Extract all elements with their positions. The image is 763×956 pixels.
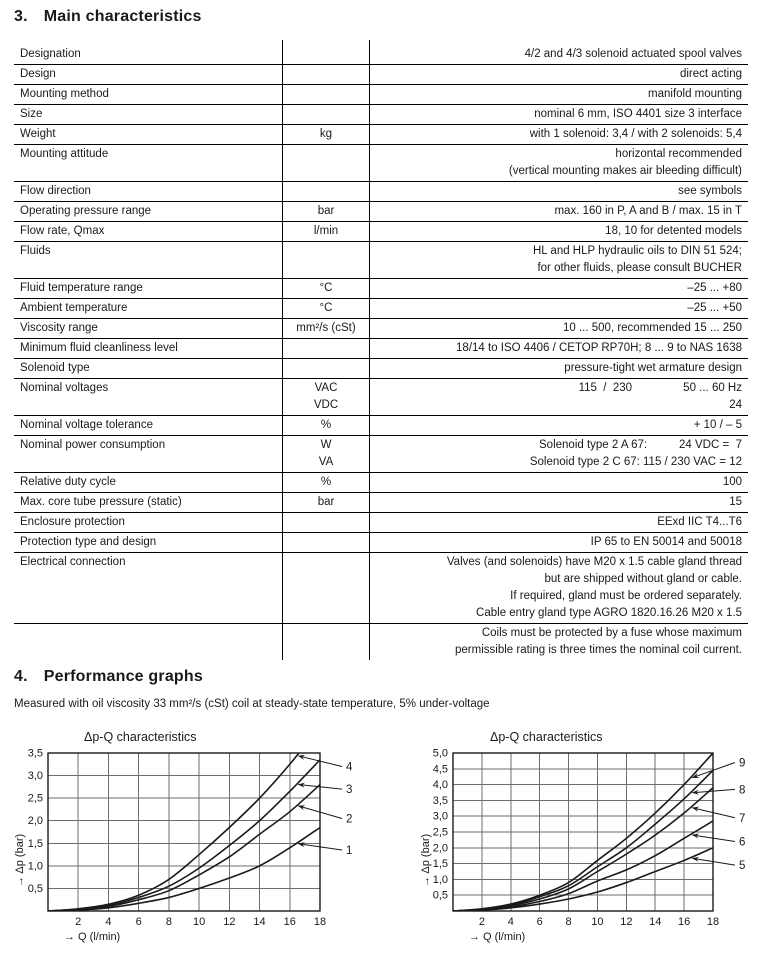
curve-label-3: 3 bbox=[346, 784, 353, 797]
table-row bbox=[14, 492, 748, 512]
chart-title-left: Δp-Q characteristics bbox=[84, 730, 197, 744]
table-row bbox=[14, 415, 748, 435]
row-value-line: 100 bbox=[722, 476, 742, 488]
table-row bbox=[14, 532, 748, 552]
curve-label-2: 2 bbox=[346, 813, 353, 826]
row-unit bbox=[283, 553, 370, 623]
dpq-chart-right bbox=[418, 730, 761, 956]
row-value bbox=[370, 279, 748, 298]
curve-7 bbox=[453, 788, 713, 911]
x-axis-label: → Q (l/min) bbox=[64, 931, 121, 943]
y-tick-label: 4,0 bbox=[432, 779, 448, 792]
y-axis-label: → Δp (bar) bbox=[14, 833, 26, 888]
section-3-heading bbox=[14, 8, 202, 26]
row-unit bbox=[283, 624, 370, 660]
y-tick-label: 1,0 bbox=[27, 860, 43, 873]
row-unit bbox=[283, 339, 370, 358]
section-4-heading bbox=[14, 668, 203, 686]
row-unit-line: kg bbox=[319, 128, 333, 140]
x-tick-label: 18 bbox=[313, 916, 327, 928]
row-value bbox=[370, 379, 748, 415]
row-unit bbox=[283, 40, 370, 64]
row-value-line: Cable entry gland type AGRO 1820.16.26 M20 x 1.5 bbox=[476, 607, 742, 619]
row-label-line: Fluids bbox=[20, 245, 51, 257]
row-unit-line: bar bbox=[317, 496, 335, 508]
row-value-line: for other fluids, please consult BUCHER bbox=[537, 262, 742, 274]
x-tick-label: 10 bbox=[591, 916, 604, 928]
row-label bbox=[14, 222, 283, 241]
x-tick-label: 12 bbox=[620, 916, 633, 928]
row-value-line: 18/14 to ISO 4406 / CETOP RP70H; 8 ... 9 to NAS 1638 bbox=[456, 342, 742, 354]
row-value bbox=[370, 473, 748, 492]
x-tick-label: 8 bbox=[165, 916, 172, 928]
table-row bbox=[14, 435, 748, 472]
row-value-line: + 10 / – 5 bbox=[693, 419, 742, 431]
curve-label-5: 5 bbox=[739, 860, 746, 873]
table-row bbox=[14, 124, 748, 144]
curve-label-8: 8 bbox=[739, 784, 746, 797]
row-label-line: Max. core tube pressure (static) bbox=[20, 496, 182, 508]
row-unit bbox=[283, 319, 370, 338]
row-unit bbox=[283, 222, 370, 241]
row-value-line: 10 ... 500, recommended 15 ... 250 bbox=[562, 322, 742, 334]
row-value bbox=[370, 202, 748, 221]
x-tick-label: 16 bbox=[283, 916, 296, 928]
row-value-line: max. 160 in P, A and B / max. 15 in T bbox=[554, 205, 742, 217]
curve-6 bbox=[453, 821, 713, 911]
row-value bbox=[370, 85, 748, 104]
y-tick-label: 3,5 bbox=[432, 794, 448, 807]
row-unit bbox=[283, 493, 370, 512]
row-value-line: 115 / 230 50 ... 60 Hz bbox=[578, 382, 742, 394]
row-label bbox=[14, 533, 283, 552]
row-value-line: –25 ... +80 bbox=[687, 282, 742, 294]
row-unit bbox=[283, 436, 370, 472]
row-value bbox=[370, 436, 748, 472]
row-label bbox=[14, 242, 283, 278]
row-unit bbox=[283, 105, 370, 124]
row-label bbox=[14, 182, 283, 201]
curve-label-6: 6 bbox=[739, 836, 746, 849]
row-label bbox=[14, 493, 283, 512]
row-value bbox=[370, 40, 748, 64]
row-label-line: Electrical connection bbox=[20, 556, 126, 568]
y-axis-label: → Δp (bar) bbox=[420, 833, 432, 888]
y-tick-label: 1,0 bbox=[432, 873, 448, 886]
row-label-line: Viscosity range bbox=[20, 322, 98, 334]
row-value-line: permissible rating is three times the nominal coil current. bbox=[455, 644, 742, 656]
row-label bbox=[14, 436, 283, 472]
row-label bbox=[14, 319, 283, 338]
row-unit-line: VDC bbox=[313, 399, 339, 411]
row-value bbox=[370, 182, 748, 201]
section-4-number: 4. bbox=[14, 668, 28, 685]
y-tick-label: 1,5 bbox=[27, 837, 43, 850]
row-unit-line: l/min bbox=[313, 225, 339, 237]
row-unit bbox=[283, 513, 370, 532]
row-label-line: Fluid temperature range bbox=[20, 282, 143, 294]
row-value bbox=[370, 553, 748, 623]
row-label bbox=[14, 513, 283, 532]
row-label bbox=[14, 105, 283, 124]
row-value-line: horizontal recommended bbox=[615, 148, 742, 160]
row-label-line: Mounting attitude bbox=[20, 148, 109, 160]
x-tick-label: 10 bbox=[192, 916, 206, 928]
y-tick-label: 0,5 bbox=[432, 889, 448, 902]
row-value bbox=[370, 145, 748, 181]
row-value bbox=[370, 299, 748, 318]
row-unit bbox=[283, 182, 370, 201]
row-value-line: Solenoid type 2 C 67: 115 / 230 VAC = 12 bbox=[529, 456, 742, 468]
curve-1 bbox=[48, 827, 320, 911]
table-row bbox=[14, 84, 748, 104]
row-label-line: Flow rate, Qmax bbox=[20, 225, 105, 237]
x-axis-label: → Q (l/min) bbox=[469, 931, 526, 943]
row-value-line: manifold mounting bbox=[648, 88, 742, 100]
table-row bbox=[14, 623, 748, 660]
row-label bbox=[14, 299, 283, 318]
row-value-line: pressure-tight wet armature design bbox=[564, 362, 742, 374]
y-tick-label: 3,5 bbox=[27, 747, 43, 760]
row-unit bbox=[283, 473, 370, 492]
row-label bbox=[14, 145, 283, 181]
row-value-line: 15 bbox=[729, 496, 742, 508]
row-label-line: Nominal voltages bbox=[20, 382, 109, 394]
row-label-line: Weight bbox=[20, 128, 56, 140]
x-tick-label: 14 bbox=[253, 916, 266, 928]
curve-label-7: 7 bbox=[739, 812, 746, 825]
row-label-line: Nominal power consumption bbox=[20, 439, 166, 451]
table-row bbox=[14, 181, 748, 201]
row-unit-line: W bbox=[320, 439, 332, 451]
section-4-title: Performance graphs bbox=[43, 668, 203, 685]
row-value bbox=[370, 222, 748, 241]
row-value-line: If required, gland must be ordered separately. bbox=[510, 590, 742, 602]
row-value-line: see symbols bbox=[678, 185, 742, 197]
row-label bbox=[14, 624, 283, 660]
curve-4 bbox=[48, 747, 320, 911]
x-tick-label: 8 bbox=[565, 916, 572, 928]
chart-title-right: Δp-Q characteristics bbox=[490, 730, 603, 744]
row-unit bbox=[283, 533, 370, 552]
row-unit bbox=[283, 65, 370, 84]
table-row bbox=[14, 221, 748, 241]
row-value bbox=[370, 493, 748, 512]
row-unit-line: VAC bbox=[314, 382, 338, 394]
curve-label-9: 9 bbox=[739, 757, 746, 770]
row-label bbox=[14, 359, 283, 378]
x-tick-label: 6 bbox=[135, 916, 142, 928]
y-tick-label: 2,0 bbox=[27, 815, 43, 828]
row-value bbox=[370, 242, 748, 278]
row-value-line: HL and HLP hydraulic oils to DIN 51 524; bbox=[532, 245, 742, 257]
row-label-line: Minimum fluid cleanliness level bbox=[20, 342, 178, 354]
row-label-line: Flow direction bbox=[20, 185, 91, 197]
y-tick-label: 2,0 bbox=[432, 842, 448, 855]
row-value-line: Valves (and solenoids) have M20 x 1.5 cable gland thread bbox=[446, 556, 742, 568]
table-row bbox=[14, 512, 748, 532]
row-label bbox=[14, 379, 283, 415]
row-label bbox=[14, 339, 283, 358]
row-unit bbox=[283, 416, 370, 435]
row-label-line: Operating pressure range bbox=[20, 205, 152, 217]
row-value-line: Solenoid type 2 A 67: 24 VDC = 7 bbox=[539, 439, 742, 451]
table-row bbox=[14, 64, 748, 84]
row-value bbox=[370, 416, 748, 435]
row-unit-line: VA bbox=[318, 456, 334, 468]
row-unit-line: mm²/s (cSt) bbox=[296, 322, 356, 334]
row-unit bbox=[283, 379, 370, 415]
row-label bbox=[14, 85, 283, 104]
table-row bbox=[14, 40, 748, 64]
x-tick-label: 4 bbox=[105, 916, 112, 928]
y-tick-label: 4,5 bbox=[432, 763, 448, 776]
table-row bbox=[14, 358, 748, 378]
row-unit bbox=[283, 279, 370, 298]
row-value-line: with 1 solenoid: 3,4 / with 2 solenoids: 5,4 bbox=[529, 128, 742, 140]
row-label-line: Ambient temperature bbox=[20, 302, 128, 314]
section-3-title: Main characteristics bbox=[43, 8, 202, 25]
table-row bbox=[14, 338, 748, 358]
row-label bbox=[14, 40, 283, 64]
row-label bbox=[14, 279, 283, 298]
x-tick-label: 4 bbox=[507, 916, 514, 928]
x-tick-label: 2 bbox=[478, 916, 485, 928]
curve-label-4: 4 bbox=[346, 761, 353, 774]
row-unit-line: % bbox=[320, 476, 332, 488]
table-row bbox=[14, 278, 748, 298]
row-value bbox=[370, 319, 748, 338]
row-unit bbox=[283, 202, 370, 221]
dpq-chart-left bbox=[12, 730, 364, 956]
measurement-conditions-note: Measured with oil viscosity 33 mm²/s (cSt) coil at steady-state temperature, 5% under-voltage bbox=[14, 698, 490, 710]
x-tick-label: 14 bbox=[649, 916, 662, 928]
row-unit-line: bar bbox=[317, 205, 335, 217]
row-value-line: direct acting bbox=[679, 68, 742, 80]
row-value-line: EExd IIC T4...T6 bbox=[657, 516, 742, 528]
table-row bbox=[14, 241, 748, 278]
row-unit bbox=[283, 125, 370, 144]
row-label-line: Enclosure protection bbox=[20, 516, 125, 528]
table-row bbox=[14, 318, 748, 338]
dpq-chart-left-svg bbox=[12, 747, 364, 953]
row-label bbox=[14, 553, 283, 623]
row-label-line: Relative duty cycle bbox=[20, 476, 116, 488]
row-label-line: Protection type and design bbox=[20, 536, 157, 548]
row-value-line: nominal 6 mm, ISO 4401 size 3 interface bbox=[534, 108, 742, 120]
row-label bbox=[14, 65, 283, 84]
row-label bbox=[14, 473, 283, 492]
row-value-line: 24 bbox=[729, 399, 742, 411]
row-value-line: (vertical mounting makes air bleeding difficult) bbox=[508, 165, 742, 177]
x-tick-label: 6 bbox=[536, 916, 543, 928]
row-unit bbox=[283, 85, 370, 104]
y-tick-label: 5,0 bbox=[432, 747, 448, 760]
row-label bbox=[14, 125, 283, 144]
row-unit bbox=[283, 299, 370, 318]
row-label-line: Design bbox=[20, 68, 56, 80]
row-value bbox=[370, 65, 748, 84]
row-unit-line: °C bbox=[319, 282, 333, 294]
curve-label-1: 1 bbox=[346, 845, 353, 858]
x-tick-label: 2 bbox=[75, 916, 82, 928]
row-value bbox=[370, 339, 748, 358]
dpq-chart-right-svg bbox=[418, 747, 761, 953]
characteristics-table bbox=[14, 40, 748, 660]
y-tick-label: 3,0 bbox=[432, 810, 448, 823]
row-label bbox=[14, 202, 283, 221]
x-tick-label: 16 bbox=[677, 916, 691, 928]
y-tick-label: 2,5 bbox=[27, 792, 43, 805]
x-tick-label: 12 bbox=[223, 916, 236, 928]
row-value bbox=[370, 125, 748, 144]
y-tick-label: 1,5 bbox=[432, 858, 448, 871]
table-row bbox=[14, 472, 748, 492]
row-unit bbox=[283, 359, 370, 378]
row-value bbox=[370, 513, 748, 532]
y-tick-label: 3,0 bbox=[27, 770, 43, 783]
row-value-line: but are shipped without gland or cable. bbox=[544, 573, 742, 585]
row-label-line: Size bbox=[20, 108, 43, 120]
section-3-number: 3. bbox=[14, 8, 28, 25]
y-tick-label: 0,5 bbox=[27, 882, 43, 895]
table-row bbox=[14, 298, 748, 318]
curve-2 bbox=[48, 785, 320, 911]
y-tick-label: 2,5 bbox=[432, 826, 448, 839]
row-value bbox=[370, 359, 748, 378]
row-value-line: 4/2 and 4/3 solenoid actuated spool valves bbox=[524, 48, 742, 60]
row-value-line: IP 65 to EN 50014 and 50018 bbox=[590, 536, 742, 548]
table-row bbox=[14, 552, 748, 623]
curve-8 bbox=[453, 770, 713, 911]
row-unit bbox=[283, 242, 370, 278]
row-value bbox=[370, 533, 748, 552]
row-label-line: Mounting method bbox=[20, 88, 109, 100]
row-value bbox=[370, 105, 748, 124]
row-label-line: Solenoid type bbox=[20, 362, 90, 374]
row-unit-line: % bbox=[320, 419, 332, 431]
row-value-line: Coils must be protected by a fuse whose maximum bbox=[481, 627, 742, 639]
row-label bbox=[14, 416, 283, 435]
table-row bbox=[14, 378, 748, 415]
row-unit-line: °C bbox=[319, 302, 333, 314]
table-row bbox=[14, 201, 748, 221]
row-value-line: –25 ... +50 bbox=[687, 302, 742, 314]
row-value bbox=[370, 624, 748, 660]
table-row bbox=[14, 104, 748, 124]
row-label-line: Nominal voltage tolerance bbox=[20, 419, 153, 431]
row-value-line: 18, 10 for detented models bbox=[605, 225, 742, 237]
table-row bbox=[14, 144, 748, 181]
x-tick-label: 18 bbox=[706, 916, 720, 928]
row-label-line: Designation bbox=[20, 48, 81, 60]
row-unit bbox=[283, 145, 370, 181]
